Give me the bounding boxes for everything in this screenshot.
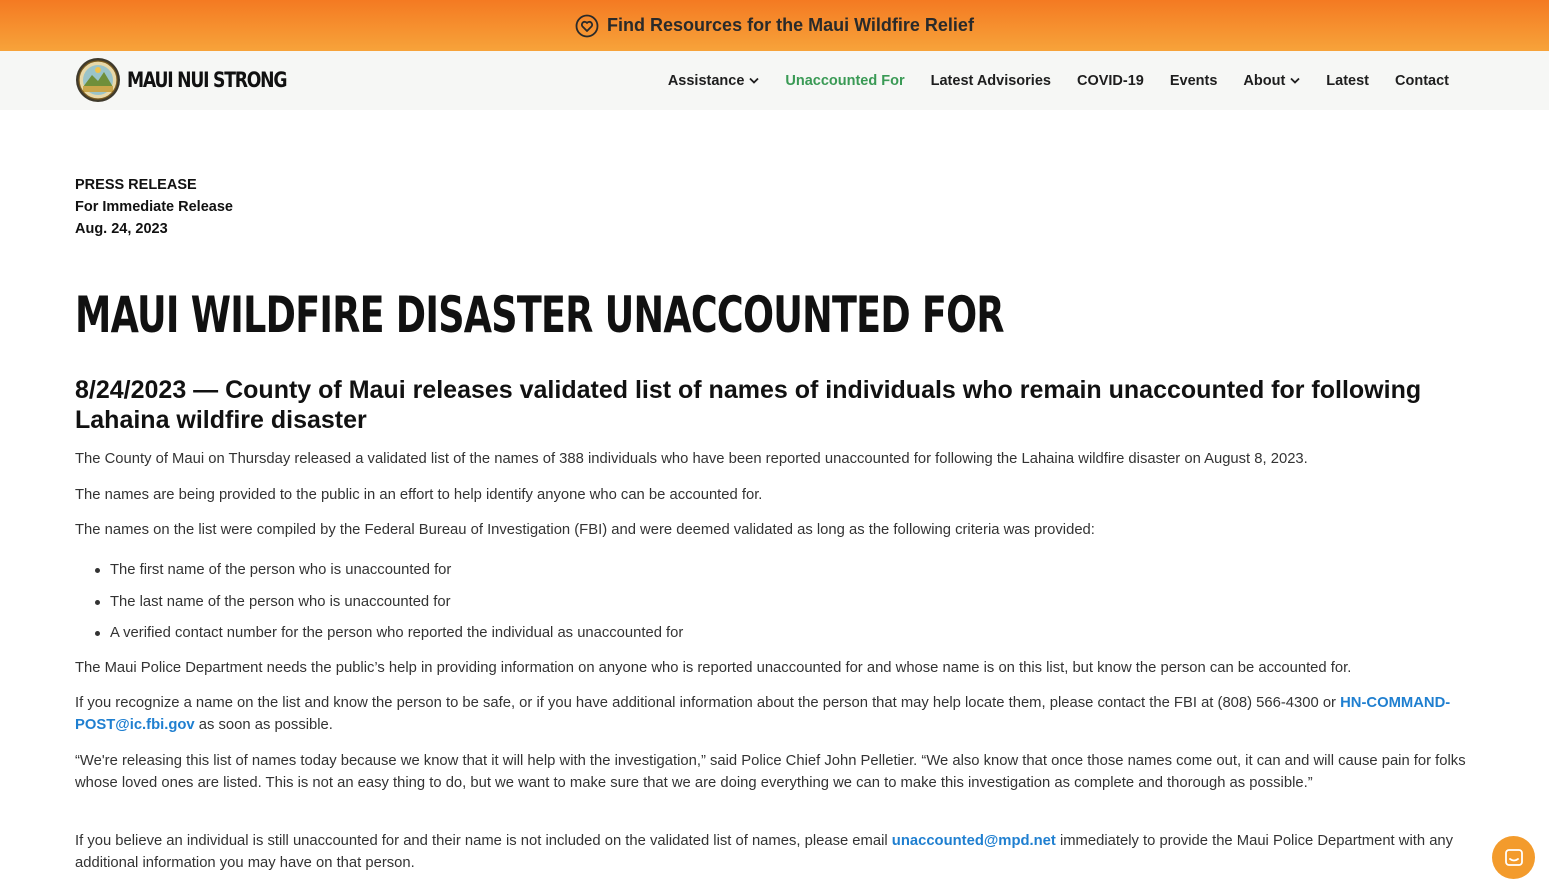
release-date: Aug. 24, 2023 [75, 221, 168, 237]
nav-label: Contact [1395, 72, 1449, 89]
heart-icon [575, 14, 599, 38]
criteria-list [110, 560, 1310, 655]
chat-button[interactable] [1492, 836, 1535, 879]
paragraph-7 [75, 830, 1475, 874]
nav-covid-19[interactable] [1064, 51, 1157, 110]
nav-unaccounted-for[interactable] [772, 51, 917, 110]
paragraph-1: The County of Maui on Thursday released a validated list of the names of 388 individuals who have been reported unaccounted for following the Lahaina wildfire disaster on August 8, 2023. [75, 451, 1308, 467]
logo-wordmark: MAUI NUI STRONG [127, 68, 287, 92]
paragraph-4: The Maui Police Department needs the public’s help in providing information on anyone who is reported unaccounted for and whose name is on this list, but know the person can be accounted for. [75, 660, 1352, 676]
site-logo[interactable] [75, 57, 321, 103]
paragraph-2: The names are being provided to the public in an effort to help identify anyone who can be accounted for. [75, 487, 763, 503]
nav-contact[interactable] [1382, 51, 1462, 110]
press-release-header [75, 174, 233, 240]
release-type: For Immediate Release [75, 199, 233, 215]
paragraph-5 [75, 692, 1475, 736]
chevron-down-icon [749, 77, 759, 84]
nav-label: Latest Advisories [930, 72, 1051, 89]
site-header [0, 51, 1549, 110]
nav-label: Events [1169, 72, 1218, 89]
chat-icon [1504, 848, 1524, 868]
nav-label: Assistance [667, 72, 745, 89]
nav-label: Unaccounted For [785, 72, 905, 89]
banner-text[interactable]: Find Resources for the Maui Wildfire Relief [607, 15, 974, 35]
paragraph-5-text: If you recognize a name on the list and know the person to be safe, or if you have additional information about the person that may help locate them, please contact the FBI at (808) 566-4300 or [75, 695, 1341, 711]
resources-banner[interactable] [0, 0, 1549, 51]
nav-label: COVID-19 [1076, 72, 1144, 89]
page-title: MAUI WILDFIRE DISASTER UNACCOUNTED FOR [75, 286, 1004, 344]
fbi-email-link[interactable]: HN-COMMAND-POST@ic.fbi.gov [75, 695, 1451, 733]
list-item: The first name of the person who is unaccounted for [110, 560, 1310, 592]
article-subheading: 8/24/2023 — County of Maui releases validated list of names of individuals who remain unaccounted for following Lahaina wildfire disaster [75, 376, 1422, 434]
paragraph-7-text: If you believe an individual is still unaccounted for and their name is not included on the validated list of names, please email [75, 833, 892, 849]
nav-assistance[interactable] [655, 51, 773, 110]
paragraph-5-end: as soon as possible. [194, 717, 333, 733]
main-nav [655, 51, 1462, 110]
chevron-down-icon [1290, 77, 1300, 84]
nav-about[interactable] [1230, 51, 1313, 110]
nav-latest[interactable] [1313, 51, 1382, 110]
paragraph-3: The names on the list were compiled by the Federal Bureau of Investigation (FBI) and were deemed validated as long as the following criteria was provided: [75, 522, 1095, 538]
county-seal-icon [75, 57, 121, 103]
mpd-email-link[interactable]: unaccounted@mpd.net [891, 833, 1056, 849]
paragraph-6-quote: “We're releasing this list of names today because we know that it will help with the investigation,” said Police Chief John Pelletier. “We also know that once those names come out, it can and will cause pain for folks whose loved ones are listed. This is not an easy thing to do, but we want to make sure that we are doing everything we can to make this investigation as complete and thorough as possible.” [75, 753, 1466, 791]
press-label: PRESS RELEASE [75, 177, 197, 193]
list-item: A verified contact number for the person who reported the individual as unaccounted for [110, 623, 1310, 655]
nav-latest-advisories[interactable] [918, 51, 1064, 110]
nav-events[interactable] [1157, 51, 1231, 110]
nav-label: Latest [1326, 72, 1370, 89]
nav-label: About [1243, 72, 1286, 89]
list-item: The last name of the person who is unaccounted for [110, 592, 1310, 624]
paragraph-7-end: immediately to provide the Maui Police Department with any additional information you may have on that person. [75, 833, 1454, 871]
